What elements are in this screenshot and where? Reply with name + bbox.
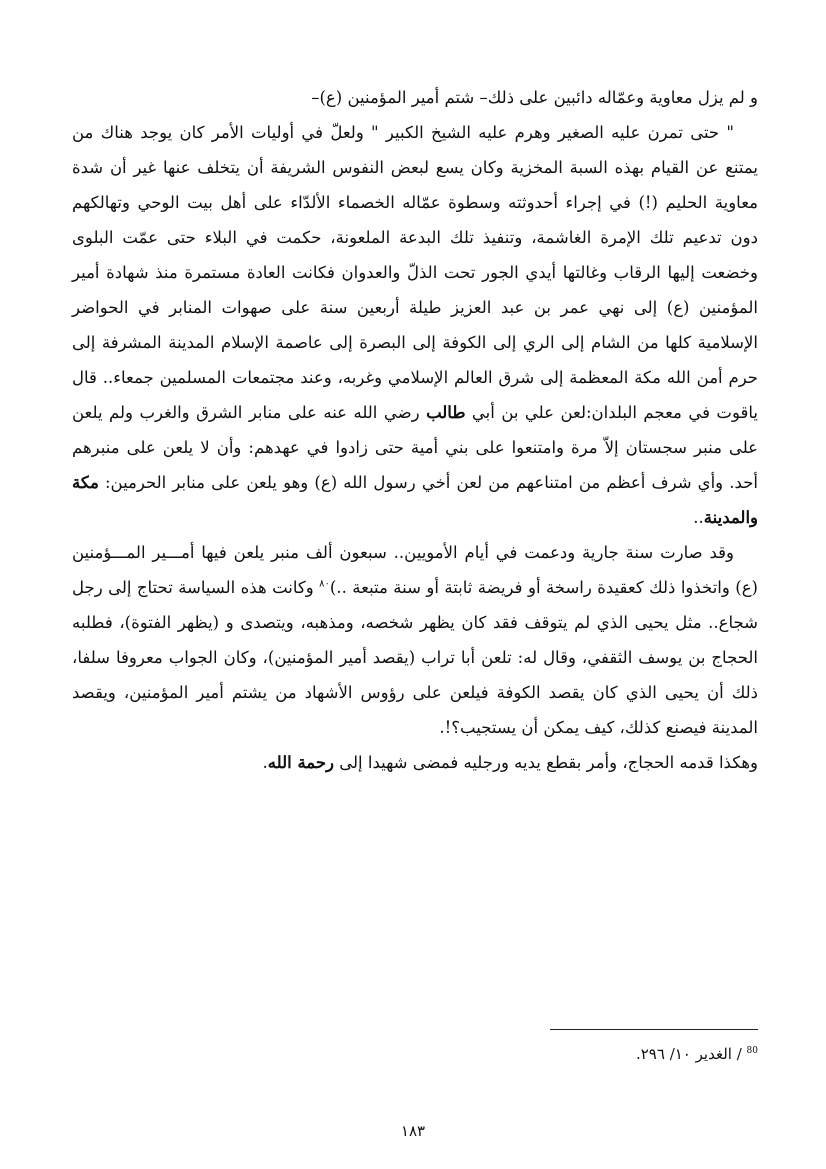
footnote-text: / الغدير ١٠/ ٢٩٦. [635, 1045, 747, 1063]
paragraph-1 [72, 80, 758, 115]
paragraph-2-text-c: .. [693, 508, 704, 527]
paragraph-2-text-b: رضي الله عنه على منابر الشرق والغرب ولم يلعن على منبر سجستان إلاّ مرة وامتنعوا على بني أمية حتى زادوا في عهدهم: وأن لا يلعن على منبرهم أحد. وأي شرف أعظم من امتناعهم من لعن أخي رسول الله (ع) وهو يلعن على منابر الحرمين: [72, 403, 758, 492]
paragraph-4-text-a: وهكذا قدمه الحجاج، وأمر بقطع يديه ورجليه فمضى شهيدا إلى [334, 753, 758, 772]
paragraph-3-text-b: وكانت هذه السياسة تحتاج إلى رجل شجاع.. مثل يحيى الذي لم يتوقف فقد كان يظهر شخصه، ومذهبه، ويتصدى و (يظهر الفتوة)، فطلبه الحجاج بن يوسف الثقفي، وقال له: تلعن أبا تراب (يقصد أمير المؤمنين)، وكان الجواب معروفا سلفا، ذلك أن يحيى الذي كان يقصد الكوفة فيلعن على رؤوس الأشهاد من يشتم أمير المؤمنين، ويقصد المدينة فيصنع كذلك، كيف يمكن أن يستجيب؟!. [72, 578, 758, 737]
paragraph-4-text-b: . [262, 753, 268, 772]
paragraph-3-text-a: وقد صارت سنة جارية ودعمت في أيام الأمويين.. سبعون ألف منبر يلعن فيها أمـــير المـــؤمنين (ع) واتخذوا ذلك كعقيدة راسخة أو فريضة ثابتة أو سنة متبعة ..) [72, 543, 758, 597]
paragraph-2-bold-talib: طالب [426, 403, 466, 422]
paragraph-2-bold-makkah-madinah: مكة والمدينة [72, 473, 758, 527]
paragraph-2-text-a: " حتى تمرن عليه الصغير وهرم عليه الشيخ الكبير " ولعلّ في أوليات الأمر كان يوجد هناك من يمتنع عن القيام بهذه السبة المخزية وكان يسع لبعض النفوس الشريفة أن يتخلف عنها غير أن شدة معاوية الحليم (!) في إجراء أحدوثته وسطوة عمّاله الخصماء الألدّاء على أهل بيت الوحي وتهالكهم دون تدعيم تلك الإمرة الغاشمة، وتنفيذ تلك البدعة الملعونة، حكمت في البلاء حتى عمّت البلوى وخضعت إليها الرقاب وغالتها أيدي الجور تحت الذلّ والعدوان فكانت العادة مستمرة منذ شهادة أمير المؤمنين (ع) إلى نهي عمر بن عبد العزيز طيلة أربعين سنة على صهوات المنابر في الحواضر الإسلامية كلها من الشام إلى الري إلى الكوفة إلى البصرة إلى عاصمة الإسلام المدينة المشرفة إلى حرم أمن الله مكة المعظمة إلى شرق العالم الإسلامي وغربه، وعند مجتمعات المسلمين جمعاء.. قال ياقوت في معجم البلدان:لعن علي بن أبي [72, 123, 758, 422]
footnote-divider [550, 1029, 758, 1030]
footnote-reference[interactable]: ٨٠ [319, 578, 330, 590]
paragraph-2 [72, 115, 758, 535]
paragraph-4-bold-rahmat-allah: رحمة الله [267, 753, 334, 772]
paragraph-1-text: و لم يزل معاوية وعمّاله دائبين على ذلك– شتم أمير المؤمنين (ع)– [311, 88, 758, 107]
page-number: ١٨٣ [400, 1122, 426, 1140]
paragraph-3 [72, 535, 758, 745]
footnote [500, 1043, 758, 1065]
paragraph-4 [72, 745, 758, 780]
main-text [72, 80, 758, 780]
footnote-number: 80 [746, 1046, 758, 1056]
